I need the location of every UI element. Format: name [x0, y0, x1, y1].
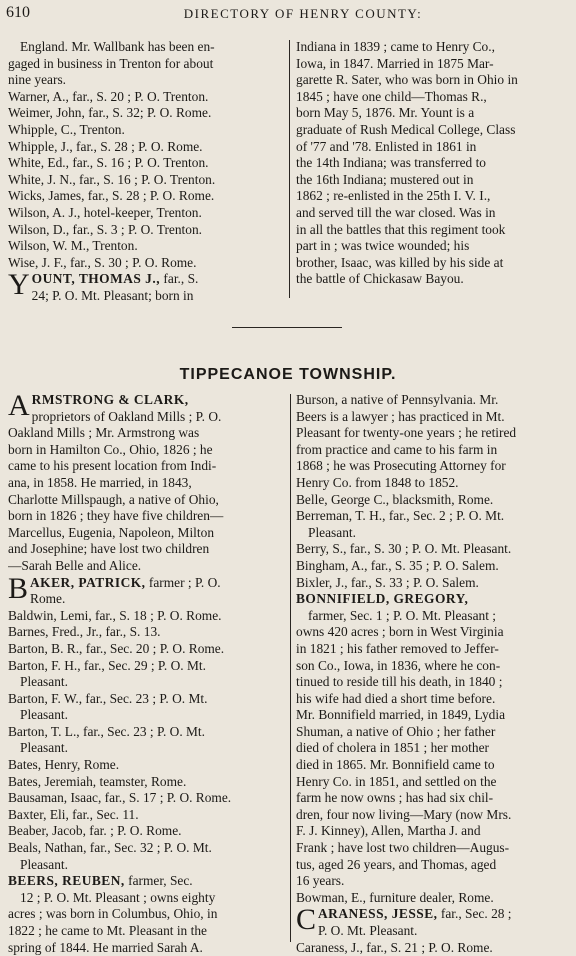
drop-cap: Y: [8, 268, 30, 302]
top-right-column: [296, 39, 572, 288]
entry-line: Bates, Henry, Rome.: [8, 757, 120, 773]
entry-line: Henry Co. from 1848 to 1852.: [296, 474, 459, 490]
beers-entry: [8, 873, 288, 956]
column-rule: [290, 394, 291, 942]
entry-line: gaged in business in Trenton for about: [8, 55, 214, 71]
entry-line: Wise, J. F., far., S. 30 ; P. O. Rome.: [8, 254, 197, 270]
entry-line: Barton, T. L., far., Sec. 23 ; P. O. Mt.: [8, 723, 205, 739]
entry-line: brother, Isaac, was killed by his side at: [296, 254, 504, 270]
entry-line: Wilson, D., far., S. 3 ; P. O. Trenton.: [8, 221, 203, 237]
entry-line: White, Ed., far., S. 16 ; P. O. Trenton.: [8, 155, 209, 171]
entry-line: P. O. Mt. Pleasant.: [318, 923, 418, 938]
entry-line: 1862 ; re-enlisted in the 25th I. V. I.,: [296, 188, 491, 204]
entry-line: Beaber, Jacob, far. ; P. O. Rome.: [8, 823, 182, 839]
entry-line: Frank ; have lost two children—Augus-: [296, 840, 510, 856]
caraness-entry: [296, 903, 572, 939]
entry-line: 24; P. O. Mt. Pleasant; born in: [31, 287, 194, 303]
entry-text: far., Sec. 28 ;: [437, 906, 512, 922]
entry-line: tinued to reside till his death, in 1840 ;: [296, 674, 503, 690]
entry-line: Bowman, E., furniture dealer, Rome.: [296, 889, 494, 905]
entry-line: died of cholera in 1851 ; her mother: [296, 740, 489, 756]
entry-line: 1868 ; he was Prosecuting Attorney for: [296, 458, 506, 474]
entry-line: Oakland Mills ; Mr. Armstrong was: [8, 425, 200, 441]
entry-line: in all the battles that this regiment took: [296, 221, 506, 237]
entry-name: AKER, PATRICK,: [30, 574, 146, 590]
entry-line: —Sarah Belle and Alice.: [8, 557, 142, 573]
bottom-left-column: [8, 389, 288, 956]
entry-text: farmer, Sec.: [124, 873, 193, 889]
entry-line: Bixler, J., far., S. 33 ; P. O. Salem.: [296, 574, 479, 590]
entry-line: F. J. Kinney), Allen, Martha J. and: [296, 823, 481, 839]
entry-line: dren, four now living—Mary (now Mrs.: [296, 806, 512, 822]
entry-line: and served till the war closed. Was in: [296, 204, 496, 220]
entry-line: the battle of Chickasaw Bayou.: [296, 271, 464, 287]
entry-line: Pleasant.: [308, 524, 356, 540]
entry-line: Wicks, James, far., S. 28 ; P. O. Rome.: [8, 188, 215, 204]
entry-line: Barton, F. H., far., Sec. 29 ; P. O. Mt.: [8, 657, 206, 673]
entry-line: 12 ; P. O. Mt. Pleasant ; owns eighty: [20, 889, 216, 905]
entry-line: Belle, George C., blacksmith, Rome.: [296, 491, 494, 507]
entry-line: Beers is a lawyer ; has practiced in Mt.: [296, 408, 505, 424]
entry-line: Bates, Jeremiah, teamster, Rome.: [8, 773, 187, 789]
entry-line: England. Mr. Wallbank has been en-: [20, 39, 215, 54]
entry-name: BONNIFIELD, GREGORY,: [296, 591, 469, 607]
entry-line: Pleasant.: [20, 856, 68, 872]
entry-line: proprietors of Oakland Mills ; P. O.: [31, 408, 222, 424]
drop-cap: C: [296, 903, 317, 937]
column-rule: [289, 40, 290, 298]
entry-line: Charlotte Millspaugh, a native of Ohio,: [8, 491, 219, 507]
entry-name: OUNT, THOMAS J.,: [31, 271, 161, 287]
page-header: [0, 2, 576, 24]
entry-line: spring of 1844. He married Sarah A.: [8, 939, 203, 955]
entry-line: Baldwin, Lemi, far., S. 18 ; P. O. Rome.: [8, 607, 222, 623]
entry-line: the 16th Indiana; mustered out in: [296, 171, 474, 187]
entry-line: of '77 and '78. Enlisted in 1861 in: [296, 138, 477, 154]
entry-line: garette R. Sater, who was born in Ohio in: [296, 72, 518, 88]
entry-line: part in ; was twice wounded; his: [296, 238, 470, 254]
entry-line: Marcellus, Eugenia, Napoleon, Milton: [8, 524, 215, 540]
entry-line: nine years.: [8, 72, 67, 88]
yount-entry: [8, 268, 286, 304]
section-divider: [232, 327, 342, 328]
page-number: 610: [6, 4, 30, 21]
entry-line: Barton, B. R., far., Sec. 20 ; P. O. Rome.: [8, 640, 225, 656]
entry-line: born in 1826 ; they have five children—: [8, 508, 224, 524]
entry-line: born in Hamilton Co., Ohio, 1826 ; he: [8, 441, 213, 457]
entry-line: 16 years.: [296, 873, 345, 889]
entry-line: Berreman, T. H., far., Sec. 2 ; P. O. Mt.: [296, 508, 505, 524]
entry-line: son Co., Iowa, in 1836, where he con-: [296, 657, 501, 673]
armstrong-entry: [8, 389, 288, 575]
entry-line: Pleasant.: [20, 674, 68, 690]
entry-line: his wife had died a short time before.: [296, 690, 496, 706]
entry-line: Berry, S., far., S. 30 ; P. O. Mt. Pleasant.: [296, 541, 512, 557]
entry-text: farmer ; P. O.: [145, 574, 221, 590]
entry-line: 1845 ; have one child—Thomas R.,: [296, 88, 487, 104]
entry-line: Beals, Nathan, far., Sec. 32 ; P. O. Mt.: [8, 840, 212, 856]
entry-line: graduate of Rush Medical College, Class: [296, 121, 516, 137]
entry-line: born May 5, 1876. Mr. Yount is a: [296, 105, 475, 121]
entry-line: died in 1865. Mr. Bonnifield came to: [296, 757, 495, 773]
entry-line: Weimer, John, far., S. 32; P. O. Rome.: [8, 105, 212, 121]
section-title: TIPPECANOE TOWNSHIP.: [179, 366, 397, 383]
entry-line: came to his present location from Indi-: [8, 458, 217, 474]
drop-cap: B: [8, 571, 29, 605]
entry-line: farmer, Sec. 1 ; P. O. Mt. Pleasant ;: [308, 607, 497, 623]
entry-name: ARANESS, JESSE,: [318, 906, 438, 922]
entry-line: and Josephine; have lost two children: [8, 541, 210, 557]
entry-line: Bingham, A., far., S. 35 ; P. O. Salem.: [296, 557, 499, 573]
entry-line: the 14th Indiana; was transferred to: [296, 155, 487, 171]
entry-line: Caraness, J., far., S. 21 ; P. O. Rome.: [296, 939, 493, 955]
bottom-right-column: [296, 392, 572, 956]
entry-line: acres ; was born in Columbus, Ohio, in: [8, 906, 218, 922]
entry-line: Iowa, in 1847. Married in 1875 Mar-: [296, 55, 494, 71]
entry-line: Pleasant.: [20, 707, 68, 723]
top-left-column: [8, 39, 286, 305]
entry-line: Pleasant for twenty-one years ; he retired: [296, 425, 517, 441]
entry-line: Henry Co. in 1851, and settled on the: [296, 773, 497, 789]
entry-name: RMSTRONG & CLARK,: [31, 392, 189, 407]
entry-line: farm he now owns ; has had six chil-: [296, 790, 494, 806]
entry-line: Shuman, a native of Ohio ; her father: [296, 723, 496, 739]
entry-line: Indiana in 1839 ; came to Henry Co.,: [296, 39, 495, 54]
entry-line: Barnes, Fred., Jr., far., S. 13.: [8, 624, 161, 640]
baker-entry: [8, 571, 288, 608]
entry-line: ana, in 1858. He married, in 1843,: [8, 474, 192, 490]
entry-line: Wilson, W. M., Trenton.: [8, 238, 138, 254]
entry-line: Warner, A., far., S. 20 ; P. O. Trenton.: [8, 88, 209, 104]
bonnifield-entry: [296, 591, 572, 890]
entry-line: Barton, F. W., far., Sec. 23 ; P. O. Mt.: [8, 690, 208, 706]
entry-line: 1822 ; he came to Mt. Pleasant in the: [8, 923, 207, 938]
entry-line: Bausaman, Isaac, far., S. 17 ; P. O. Rome.: [8, 790, 232, 806]
entry-line: owns 420 acres ; born in West Virginia: [296, 624, 504, 640]
entry-line: from practice and came to his farm in: [296, 441, 498, 457]
entry-line: Pleasant.: [20, 740, 68, 756]
entry-line: Baxter, Eli, far., Sec. 11.: [8, 806, 139, 822]
entry-line: Wilson, A. J., hotel-keeper, Trenton.: [8, 204, 202, 220]
entry-line: Whipple, J., far., S. 28 ; P. O. Rome.: [8, 138, 203, 154]
drop-cap: A: [8, 389, 30, 422]
entry-line: in 1821 ; his father removed to Jeffer-: [296, 640, 499, 656]
entry-line: Rome.: [30, 591, 66, 607]
entry-line: White, J. N., far., S. 16 ; P. O. Trenton.: [8, 171, 216, 187]
running-head: DIRECTORY OF HENRY COUNTY:: [183, 6, 423, 21]
entry-line: Mr. Bonnifield married, in 1849, Lydia: [296, 707, 506, 723]
entry-text: far., S.: [160, 271, 199, 287]
entry-name: BEERS, REUBEN,: [8, 873, 125, 889]
entry-line: tus, aged 26 years, and Thomas, aged: [296, 856, 497, 872]
entry-line: Burson, a native of Pennsylvania. Mr.: [296, 392, 499, 407]
entry-line: Whipple, C., Trenton.: [8, 121, 125, 137]
